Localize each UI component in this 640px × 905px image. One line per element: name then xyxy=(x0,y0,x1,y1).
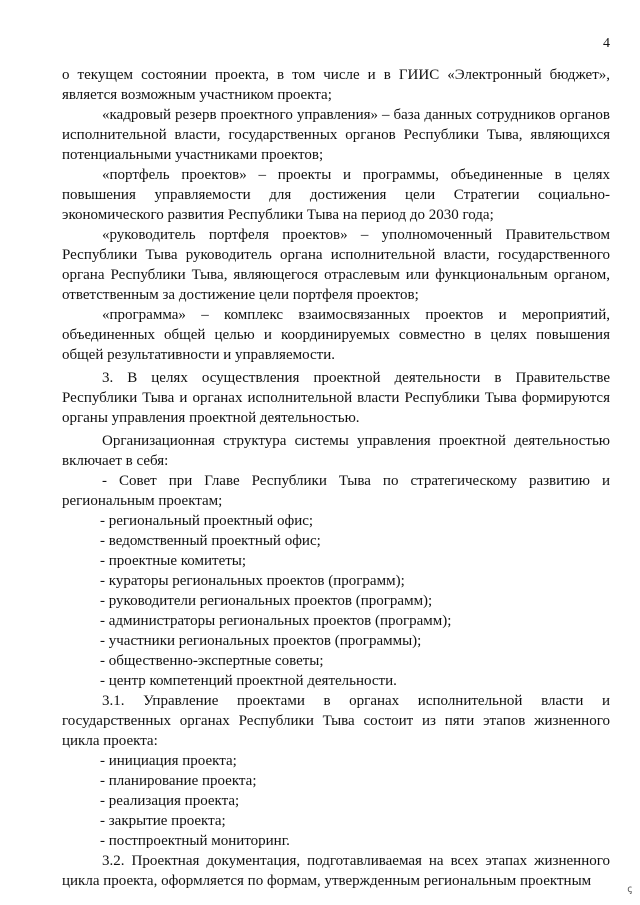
list-item: - проектные комитеты; xyxy=(100,553,247,569)
paragraph-org-structure: Организационная структура системы управления проектной деятельностью включает в себя: xyxy=(62,433,610,469)
list-item: - постпроектный мониторинг. xyxy=(100,833,290,849)
list-item: - реализация проекта; xyxy=(100,793,240,809)
list-item: - закрытие проекта; xyxy=(100,813,226,829)
list-item: - инициация проекта; xyxy=(100,753,237,769)
paragraph-section-3-2: 3.2. Проектная документация, подготавливаемая на всех этапах жизненного цикла проекта, оформляется по формам, утвержденным региональным проектным xyxy=(62,853,610,889)
list-item: - кураторы региональных проектов (программ); xyxy=(100,573,405,589)
paragraph-definition-personnel-reserve: «кадровый резерв проектного управления» – база данных сотрудников органов исполнительной власти, государственных органов Республики Тыва, являющихся потенциальными участниками проектов; xyxy=(62,107,610,163)
paragraph-continuation: о текущем состоянии проекта, в том числе и в ГИИС «Электронный бюджет», является возможным участником проекта; xyxy=(62,67,610,103)
list-item: - центр компетенций проектной деятельности. xyxy=(100,673,397,689)
list-item: - участники региональных проектов (программы); xyxy=(100,633,422,649)
document-body xyxy=(62,65,610,891)
paragraph-definition-program: «программа» – комплекс взаимосвязанных проектов и мероприятий, объединенных общей целью и координируемых совместно в целях повышения общей результативности и управляемости. xyxy=(62,307,610,363)
list-item: - ведомственный проектный офис; xyxy=(100,533,321,549)
paragraph-definition-project-portfolio: «портфель проектов» – проекты и программы, объединенные в целях повышения управляемости для достижения цели Стратегии социально-экономического развития Республики Тыва на период до 2030 года; xyxy=(62,167,610,223)
lifecycle-list xyxy=(62,751,610,851)
list-item: - общественно-экспертные советы; xyxy=(100,653,324,669)
paragraph-council: - Совет при Главе Республики Тыва по стратегическому развитию и региональным проектам; xyxy=(62,473,610,509)
page-number: 4 xyxy=(603,36,610,51)
structure-list xyxy=(62,511,610,691)
paragraph-section-3: 3. В целях осуществления проектной деятельности в Правительстве Республики Тыва и органах исполнительной власти Республики Тыва формируются органы управления проектной деятельностью. xyxy=(62,370,610,426)
list-item: - региональный проектный офис; xyxy=(100,513,314,529)
list-item: - администраторы региональных проектов (программ); xyxy=(100,613,452,629)
paragraph-definition-portfolio-manager: «руководитель портфеля проектов» – уполномоченный Правительством Республики Тыва руководитель органа исполнительной власти, государственного органа Республики Тыва, являющегося отраслевым или функциональным органом, ответственным за достижение цели портфеля проектов; xyxy=(62,227,610,303)
list-item: - руководители региональных проектов (программ); xyxy=(100,593,433,609)
corner-mark: ꞔ xyxy=(627,884,632,895)
list-item: - планирование проекта; xyxy=(100,773,257,789)
paragraph-section-3-1: 3.1. Управление проектами в органах исполнительной власти и государственных органах Республики Тыва состоит из пяти этапов жизненного цикла проекта: xyxy=(62,693,610,749)
